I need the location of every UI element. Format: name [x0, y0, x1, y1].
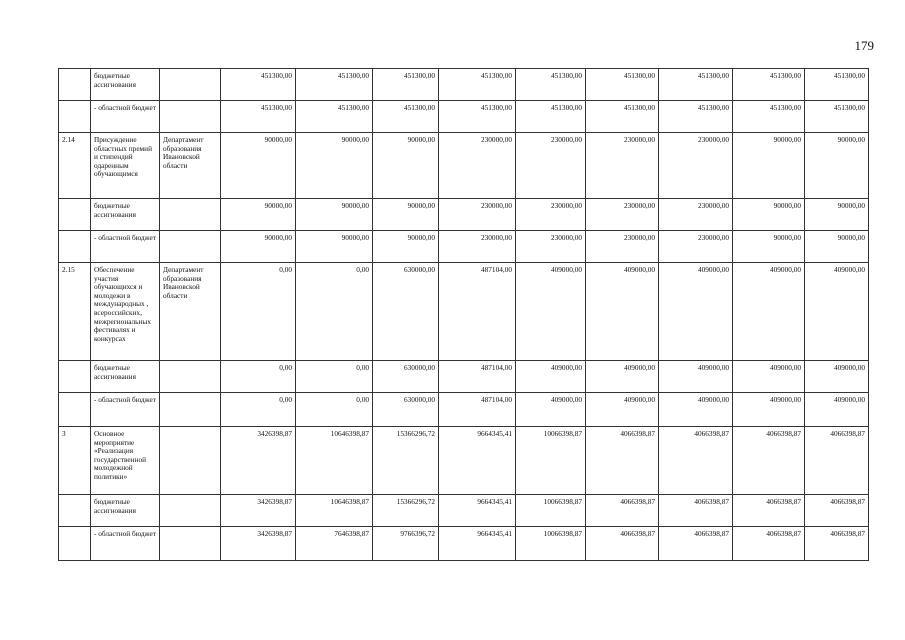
value-cell: 10066398,87 [516, 527, 586, 561]
value-cell: 4066398,87 [659, 427, 733, 495]
value-cell: 4066398,87 [805, 527, 869, 561]
department-cell [160, 69, 221, 101]
row-number-cell [59, 69, 91, 101]
value-cell: 90000,00 [373, 133, 439, 199]
value-cell: 409000,00 [805, 361, 869, 393]
value-cell: 409000,00 [516, 393, 586, 427]
value-cell: 451300,00 [221, 101, 296, 133]
table-row [59, 263, 869, 361]
value-cell: 90000,00 [221, 133, 296, 199]
value-cell: 451300,00 [659, 101, 733, 133]
value-cell: 10066398,87 [516, 427, 586, 495]
value-cell: 409000,00 [659, 393, 733, 427]
row-number-cell [59, 495, 91, 527]
row-number-cell: 2.14 [59, 133, 91, 199]
value-cell: 4066398,87 [586, 495, 659, 527]
table-row [59, 527, 869, 561]
value-cell: 451300,00 [586, 101, 659, 133]
value-cell: 9664345,41 [439, 495, 516, 527]
value-cell: 451300,00 [221, 69, 296, 101]
value-cell: 409000,00 [805, 263, 869, 361]
table-row [59, 427, 869, 495]
value-cell: 10646398,87 [296, 495, 373, 527]
value-cell: 90000,00 [805, 199, 869, 231]
value-cell: 230000,00 [586, 199, 659, 231]
value-cell: 0,00 [296, 361, 373, 393]
value-cell: 409000,00 [516, 361, 586, 393]
department-cell [160, 427, 221, 495]
value-cell: 0,00 [221, 263, 296, 361]
table-row [59, 495, 869, 527]
table-row [59, 101, 869, 133]
table-row [59, 231, 869, 263]
value-cell: 230000,00 [659, 133, 733, 199]
value-cell: 230000,00 [586, 231, 659, 263]
value-cell: 230000,00 [439, 199, 516, 231]
table-body [59, 69, 869, 561]
value-cell: 451300,00 [373, 101, 439, 133]
value-cell: 90000,00 [296, 199, 373, 231]
value-cell: 10646398,87 [296, 427, 373, 495]
item-name-cell: Присуждение областных премий и стипендий одаренным обучающимся [91, 133, 160, 199]
table-row [59, 133, 869, 199]
value-cell: 230000,00 [659, 231, 733, 263]
budget-table [58, 68, 869, 561]
table-row [59, 393, 869, 427]
value-cell: 451300,00 [296, 101, 373, 133]
value-cell: 487104,00 [439, 393, 516, 427]
department-cell: Департамент образования Ивановской области [160, 263, 221, 361]
item-name-cell: бюджетные ассигнования [91, 199, 160, 231]
table-row [59, 199, 869, 231]
value-cell: 7646398,87 [296, 527, 373, 561]
value-cell: 0,00 [221, 361, 296, 393]
value-cell: 4066398,87 [733, 495, 805, 527]
value-cell: 451300,00 [805, 101, 869, 133]
value-cell: 409000,00 [586, 361, 659, 393]
row-number-cell [59, 527, 91, 561]
value-cell: 9664345,41 [439, 527, 516, 561]
value-cell: 630000,00 [373, 393, 439, 427]
value-cell: 451300,00 [439, 69, 516, 101]
value-cell: 230000,00 [516, 231, 586, 263]
value-cell: 9766396,72 [373, 527, 439, 561]
value-cell: 630000,00 [373, 263, 439, 361]
value-cell: 230000,00 [516, 133, 586, 199]
value-cell: 230000,00 [659, 199, 733, 231]
value-cell: 90000,00 [221, 231, 296, 263]
item-name-cell: бюджетные ассигнования [91, 69, 160, 101]
department-cell [160, 527, 221, 561]
value-cell: 90000,00 [221, 199, 296, 231]
value-cell: 15366296,72 [373, 427, 439, 495]
value-cell: 409000,00 [516, 263, 586, 361]
row-number-cell: 3 [59, 427, 91, 495]
value-cell: 4066398,87 [733, 427, 805, 495]
value-cell: 15366296,72 [373, 495, 439, 527]
value-cell: 3426398,87 [221, 495, 296, 527]
value-cell: 90000,00 [733, 133, 805, 199]
department-cell [160, 101, 221, 133]
value-cell: 451300,00 [586, 69, 659, 101]
item-name-cell: Обеспечение участия обучающихся и молодежи в международных , всероссийских, межрегиональных фестивалях и конкурсах [91, 263, 160, 361]
value-cell: 4066398,87 [586, 527, 659, 561]
item-name-cell: - областной бюджет [91, 393, 160, 427]
value-cell: 90000,00 [296, 231, 373, 263]
value-cell: 90000,00 [805, 133, 869, 199]
row-number-cell [59, 101, 91, 133]
value-cell: 230000,00 [439, 133, 516, 199]
value-cell: 630000,00 [373, 361, 439, 393]
table-row [59, 361, 869, 393]
item-name-cell: бюджетные ассигнования [91, 361, 160, 393]
item-name-cell: - областной бюджет [91, 527, 160, 561]
row-number-cell [59, 393, 91, 427]
value-cell: 451300,00 [439, 101, 516, 133]
value-cell: 409000,00 [586, 393, 659, 427]
value-cell: 230000,00 [439, 231, 516, 263]
value-cell: 4066398,87 [586, 427, 659, 495]
value-cell: 4066398,87 [659, 527, 733, 561]
value-cell: 4066398,87 [805, 495, 869, 527]
value-cell: 90000,00 [373, 199, 439, 231]
value-cell: 451300,00 [296, 69, 373, 101]
value-cell: 409000,00 [659, 263, 733, 361]
value-cell: 230000,00 [516, 199, 586, 231]
value-cell: 409000,00 [586, 263, 659, 361]
value-cell: 451300,00 [733, 101, 805, 133]
value-cell: 0,00 [296, 393, 373, 427]
value-cell: 409000,00 [733, 263, 805, 361]
row-number-cell: 2.15 [59, 263, 91, 361]
item-name-cell: - областной бюджет [91, 101, 160, 133]
row-number-cell [59, 361, 91, 393]
value-cell: 9664345,41 [439, 427, 516, 495]
department-cell [160, 393, 221, 427]
value-cell: 4066398,87 [733, 527, 805, 561]
value-cell: 90000,00 [373, 231, 439, 263]
item-name-cell: бюджетные ассигнования [91, 495, 160, 527]
department-cell [160, 231, 221, 263]
value-cell: 90000,00 [733, 231, 805, 263]
row-number-cell [59, 199, 91, 231]
value-cell: 409000,00 [659, 361, 733, 393]
page-number: 179 [854, 38, 874, 53]
value-cell: 3426398,87 [221, 527, 296, 561]
value-cell: 3426398,87 [221, 427, 296, 495]
value-cell: 451300,00 [805, 69, 869, 101]
item-name-cell: Основное мероприятие «Реализация государственной молодежной политики» [91, 427, 160, 495]
table-row [59, 69, 869, 101]
value-cell: 90000,00 [805, 231, 869, 263]
department-cell [160, 361, 221, 393]
value-cell: 451300,00 [659, 69, 733, 101]
value-cell: 451300,00 [733, 69, 805, 101]
department-cell: Департамент образования Ивановской области [160, 133, 221, 199]
value-cell: 409000,00 [733, 361, 805, 393]
item-name-cell: - областной бюджет [91, 231, 160, 263]
value-cell: 90000,00 [733, 199, 805, 231]
value-cell: 451300,00 [373, 69, 439, 101]
value-cell: 451300,00 [516, 101, 586, 133]
value-cell: 0,00 [221, 393, 296, 427]
value-cell: 451300,00 [516, 69, 586, 101]
value-cell: 4066398,87 [805, 427, 869, 495]
value-cell: 409000,00 [805, 393, 869, 427]
department-cell [160, 199, 221, 231]
value-cell: 409000,00 [733, 393, 805, 427]
value-cell: 0,00 [296, 263, 373, 361]
row-number-cell [59, 231, 91, 263]
value-cell: 487104,00 [439, 361, 516, 393]
value-cell: 4066398,87 [659, 495, 733, 527]
value-cell: 90000,00 [296, 133, 373, 199]
value-cell: 10066398,87 [516, 495, 586, 527]
value-cell: 487104,00 [439, 263, 516, 361]
department-cell [160, 495, 221, 527]
value-cell: 230000,00 [586, 133, 659, 199]
